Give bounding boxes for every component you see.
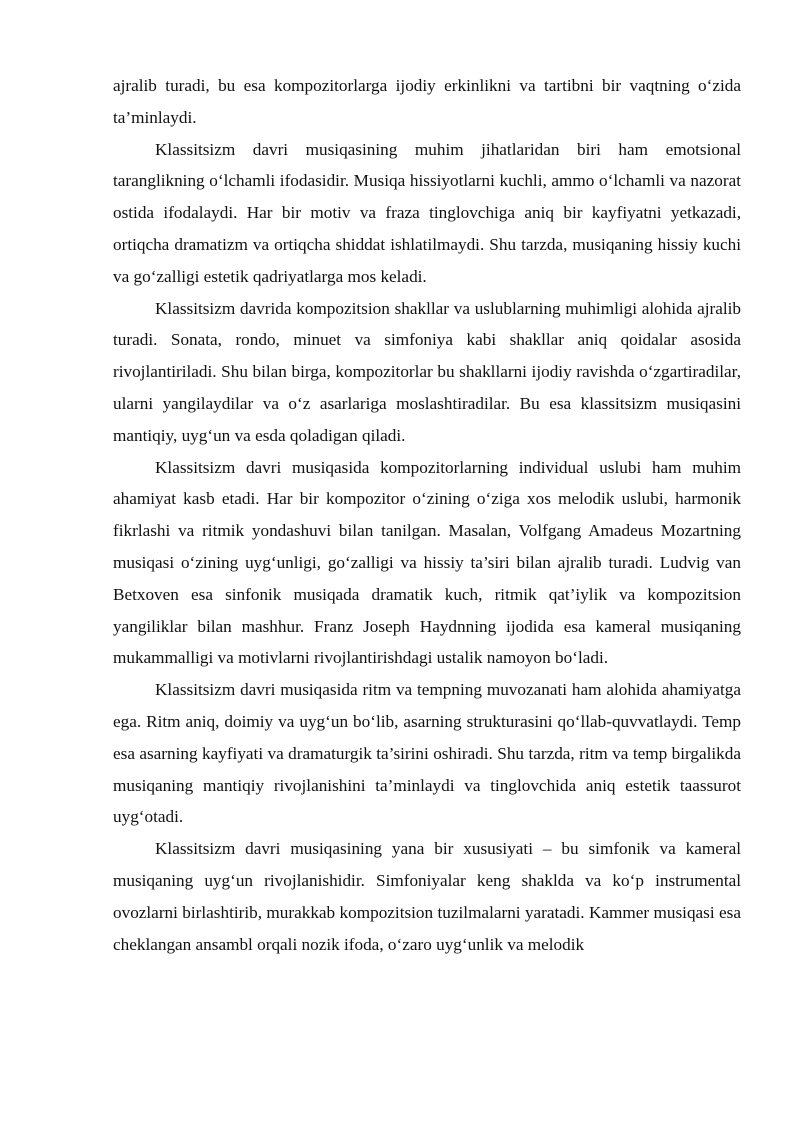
paragraph-compositional-forms: Klassitsizm davrida kompozitsion shakllar va uslublarning muhimligi alohida ajralib turadi. Sonata, rondo, minuet va simfoniya kabi shakllar aniq qoidalar asosida rivojlantiriladi. Shu bilan birga, kompozitorlar bu shakllarni ijodiy ravishda o‘zgartiradilar, ularni yangilaydilar va o‘z asarlariga moslashtiradilar. Bu esa klassitsizm musiqasini mantiqiy, uyg‘un va esda qoladigan qiladi. [113,298,741,445]
paragraph-continuation: ajralib turadi, bu esa kompozitorlarga ijodiy erkinlikni va tartibni bir vaqtning o‘zida ta’minlaydi. [113,76,741,127]
paragraph-symphonic-chamber: Klassitsizm davri musiqasining yana bir xususiyati – bu simfonik va kameral musiqaning uyg‘un rivojlanishidir. Simfoniyalar keng shaklda va ko‘p instrumental ovozlarni birlashtirib, murakkab kompozitsion tuzilmalarni yaratadi. Kammer musiqasi esa cheklangan ansambl orqali nozik ifoda, o‘zaro uyg‘unlik va melodik [113,839,741,954]
paragraph-rhythm-tempo: Klassitsizm davri musiqasida ritm va tempning muvozanati ham alohida ahamiyatga ega. Ritm aniq, doimiy va uyg‘un bo‘lib, asarning strukturasini qo‘llab-quvvatlaydi. Temp esa asarning kayfiyati va dramaturgik ta’sirini oshiradi. Shu tarzda, ritm va temp birgalikda musiqaning mantiqiy rivojlanishini ta’minlaydi va tinglovchida aniq estetik taassurot uyg‘otadi. [113,680,741,827]
paragraph-individual-style: Klassitsizm davri musiqasida kompozitorlarning individual uslubi ham muhim ahamiyat kasb etadi. Har bir kompozitor o‘zining o‘ziga xos melodik uslubi, harmonik fikrlashi va ritmik yondashuvi bilan tanilgan. Masalan, Volfgang Amadeus Mozartning musiqasi o‘zining uyg‘unligi, go‘zalligi va hissiy ta’siri bilan ajralib turadi. Ludvig van Betxoven esa sinfonik musiqada dramatik kuch, ritmik qat’iylik va kompozitsion yangiliklar bilan mashhur. Franz Joseph Haydnning ijodida esa kameral musiqaning mukammalligi va motivlarni rivojlantirishdagi ustalik namoyon bo‘ladi. [113,457,741,668]
body-text [113,70,741,960]
paragraph-emotional-tension: Klassitsizm davri musiqasining muhim jihatlaridan biri ham emotsional taranglikning o‘lchamli ifodasidir. Musiqa hissiyotlarni kuchli, ammo o‘lchamli va nazorat ostida ifodalaydi. Har bir motiv va fraza tinglovchiga aniq bir kayfiyatni yetkazadi, ortiqcha dramatizm va ortiqcha shiddat ishlatilmaydi. Shu tarzda, musiqaning hissiy kuchi va go‘zalligi estetik qadriyatlarga mos keladi. [113,139,741,286]
